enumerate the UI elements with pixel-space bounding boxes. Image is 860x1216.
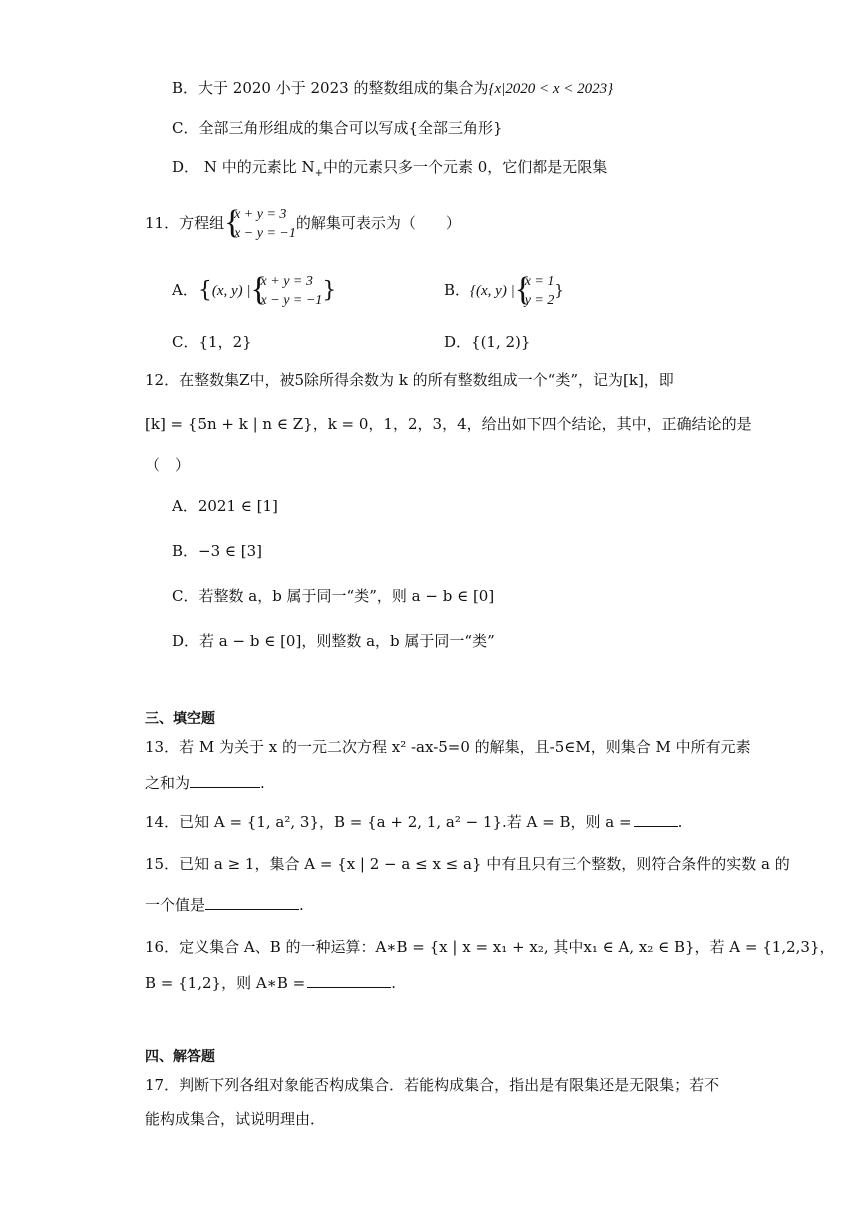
q11-option-a-eq1: x + y = 3 (260, 274, 313, 289)
q10-option-b (172, 76, 613, 101)
q12-line3: （ ） (145, 456, 191, 474)
q15-line2-pre: 一个值是 (145, 896, 206, 914)
q11-option-b-label: B． (444, 281, 471, 299)
q12-line1: 12．在整数集Z中，被5除所得余数为 k 的所有整数组成一个“类”，记为[k]，即 (145, 371, 674, 389)
q11-option-c: C．{1，2} (172, 333, 252, 351)
q15-line2-post: . (299, 896, 304, 914)
q14-answer-blank[interactable] (634, 810, 678, 827)
q11-option-a: A．{(x, y) | { x + y = 3 x − y = −1} (172, 271, 337, 308)
q12-option-d: D．若 a − b ∈ [0]，则整数 a，b 属于同一“类” (172, 632, 495, 650)
q15-line1: 15．已知 a ≥ 1，集合 A = {x | 2 − a ≤ x ≤ a} 中有且只有三个整数，则符合条件的实数 a 的 (145, 855, 790, 873)
q15-line2 (145, 893, 304, 917)
q11-option-b-eq1: x = 1 (524, 274, 555, 289)
q17-line2: 能构成集合，试说明理由． (145, 1110, 326, 1128)
q16-line2 (145, 971, 396, 995)
q11-eq1: x + y = 3 (234, 207, 287, 222)
q11-stem-pre: 11．方程组 (145, 214, 225, 232)
q11-option-a-label: A． (172, 281, 198, 299)
q14-post: . (677, 813, 683, 831)
q11-stem-post: 的解集可表示为（ ） (295, 214, 461, 232)
q13-line2-post: . (260, 774, 265, 792)
q15-answer-blank[interactable] (205, 893, 299, 910)
q10-option-d (172, 155, 607, 186)
q13-line2 (145, 771, 265, 795)
q11-option-a-system: { x + y = 3 x − y = −1 (250, 271, 323, 308)
q10-option-d-rest: 中的元素只多一个元素 0，它们都是无限集 (322, 158, 608, 176)
section-heading-fill-in: 三、填空题 (145, 711, 215, 727)
q11-eq2: x − y = −1 (234, 226, 296, 241)
q10-option-b-math: {x|2020 < x < 2023} (488, 81, 614, 97)
q13-line1: 13．若 M 为关于 x 的一元二次方程 x² -ax-5=0 的解集，且-5∈M，则集合 M 中所有元素 (145, 738, 751, 756)
q17-line1: 17．判断下列各组对象能否构成集合．若能构成集合，指出是有限集还是无限集；若不 (145, 1076, 720, 1094)
q10-option-d-text: D． N 中的元素比 N (172, 158, 315, 176)
q10-option-b-text: B．大于 2020 小于 2023 的整数组成的集合为 (172, 79, 489, 97)
q11-option-d: D．{(1, 2)} (444, 333, 531, 351)
q10-option-d-subscript: + (314, 168, 323, 179)
q11-option-b-system: { x = 1 y = 2 (514, 271, 555, 308)
q11-option-b-pre: {(x, y) | (470, 283, 515, 299)
q16-line2-post: . (391, 974, 397, 992)
q12-line2: [k] = {5n + k | n ∈ Z}，k = 0，1，2，3，4，给出如下四个结论，其中，正确结论的是 (145, 415, 752, 433)
q11-option-b-eq2: y = 2 (524, 293, 555, 308)
q11-option-a-pre: (x, y) | (211, 283, 251, 299)
q10-option-c: C．全部三角形组成的集合可以写成{全部三角形} (172, 119, 503, 137)
q11-option-a-eq2: x − y = −1 (260, 293, 323, 308)
q16-answer-blank[interactable] (307, 971, 391, 988)
q11-equation-system: { x + y = 3 x − y = −1 (224, 204, 296, 241)
q13-answer-blank[interactable] (190, 771, 260, 788)
q12-option-b: B．−3 ∈ [3] (172, 542, 263, 560)
q14-line (145, 810, 682, 834)
q16-line1: 16．定义集合 A、B 的一种运算：A∗B = {x | x = x₁ + x₂, 其中x₁ ∈ A, x₂ ∈ B}，若 A = {1,2,3}， (145, 938, 835, 956)
q14-text: 14．已知 A = {1, a², 3}，B = {a + 2, 1, a² − 1}.若 A = B，则 a = (145, 813, 632, 831)
q16-line2-pre: B = {1,2}，则 A∗B = (145, 974, 306, 992)
q11-option-b: B．{(x, y) | { x = 1 y = 2} (444, 271, 564, 308)
q12-option-a: A．2021 ∈ [1] (172, 497, 278, 515)
section-heading-solutions: 四、解答题 (145, 1049, 215, 1065)
q11-stem (145, 201, 461, 245)
q13-line2-pre: 之和为 (145, 774, 191, 792)
q12-option-c: C．若整数 a，b 属于同一“类”，则 a − b ∈ [0] (172, 587, 495, 605)
